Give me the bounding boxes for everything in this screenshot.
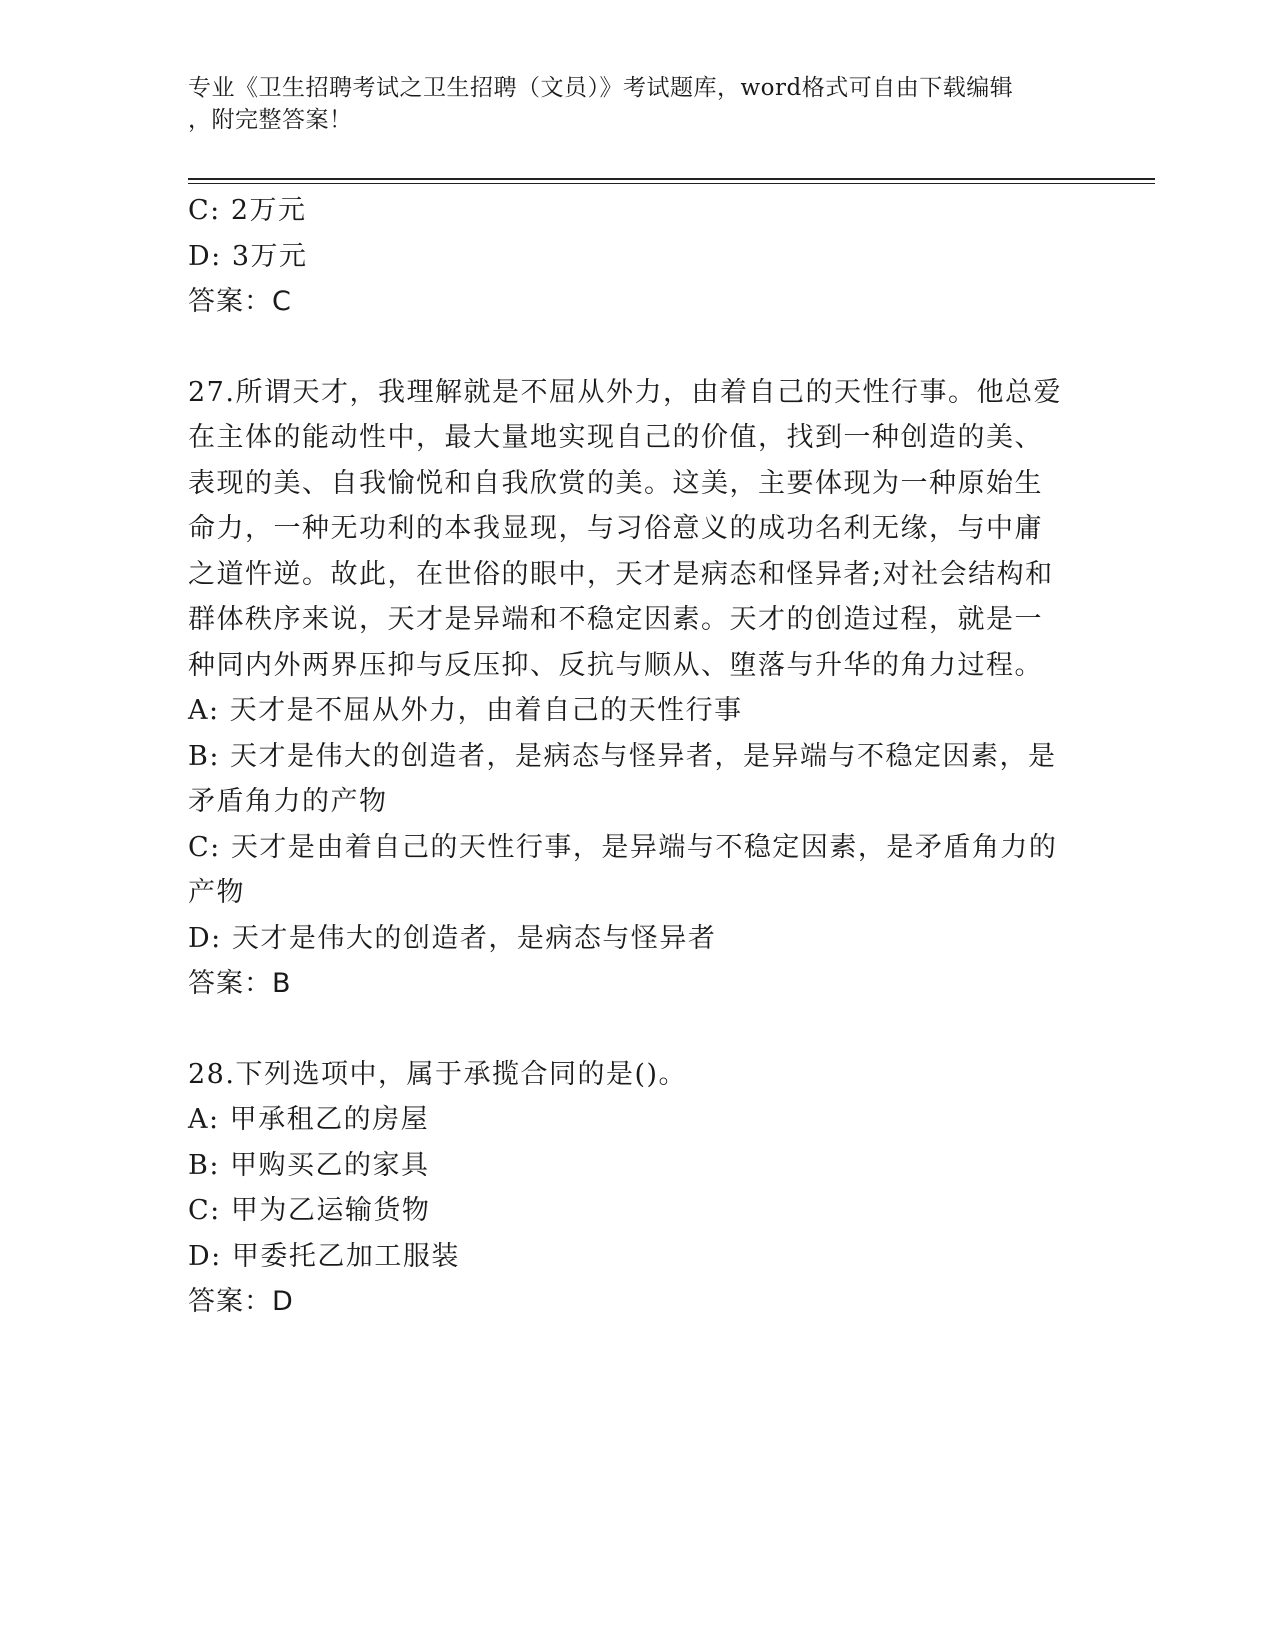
option-b: B: 甲购买乙的家具 [188,1149,430,1181]
option-d: D: 甲委托乙加工服装 [188,1240,460,1272]
answer-line: 答案：C [188,286,292,317]
option-a: A: 天才是不屈从外力，由着自己的天性行事 [188,695,743,726]
question-stem-line: 群体秩序来说，天才是异端和不稳定因素。天才的创造过程，就是一 [188,604,1043,635]
question-stem: 28.下列选项中，属于承揽合同的是()。 [188,1058,688,1090]
spacer [188,325,1088,370]
question-stem-line: 之道忤逆。故此，在世俗的眼中，天才是病态和怪异者;对社会结构和 [188,558,1054,590]
previous-question-tail [188,188,1088,325]
document-body [188,188,1088,1325]
answer-line: 答案：B [188,968,292,999]
question-stem-line: 种同内外两界压抑与反压抑、反抗与顺从、堕落与升华的角力过程。 [188,649,1043,681]
header-title-line-1: 专业《卫生招聘考试之卫生招聘（文员）》考试题库，word格式可自由下载编辑 [188,75,1014,101]
option-c-continued: 产物 [188,877,245,908]
question-stem-line: 27.所谓天才，我理解就是不屈从外力，由着自己的天性行事。他总爱 [188,376,1062,408]
option-a: A: 甲承租乙的房屋 [188,1104,430,1135]
answer-line: 答案：D [188,1286,294,1317]
option-c: C: 2万元 [188,195,307,226]
option-c: C: 甲为乙运输货物 [188,1195,431,1226]
spacer [188,1007,1088,1052]
question-27 [188,370,1088,1007]
option-d: D: 天才是伟大的创造者，是病态与怪异者 [188,922,717,954]
option-d: D: 3万元 [188,240,308,272]
question-stem-line: 在主体的能动性中，最大量地实现自己的价值，找到一种创造的美、 [188,422,1043,453]
option-b-continued: 矛盾角力的产物 [188,786,388,817]
question-28 [188,1052,1088,1325]
header-divider [188,178,1155,184]
page-header [188,72,1068,136]
question-stem-line: 表现的美、自我愉悦和自我欣赏的美。这美，主要体现为一种原始生 [188,467,1043,499]
header-title-line-2: ，附完整答案！ [188,107,353,133]
option-c: C: 天才是由着自己的天性行事，是异端与不稳定因素，是矛盾角力的 [188,831,1058,863]
option-b: B: 天才是伟大的创造者，是病态与怪异者，是异端与不稳定因素，是 [188,740,1057,772]
question-stem-line: 命力，一种无功利的本我显现，与习俗意义的成功名利无缘，与中庸 [188,513,1043,544]
